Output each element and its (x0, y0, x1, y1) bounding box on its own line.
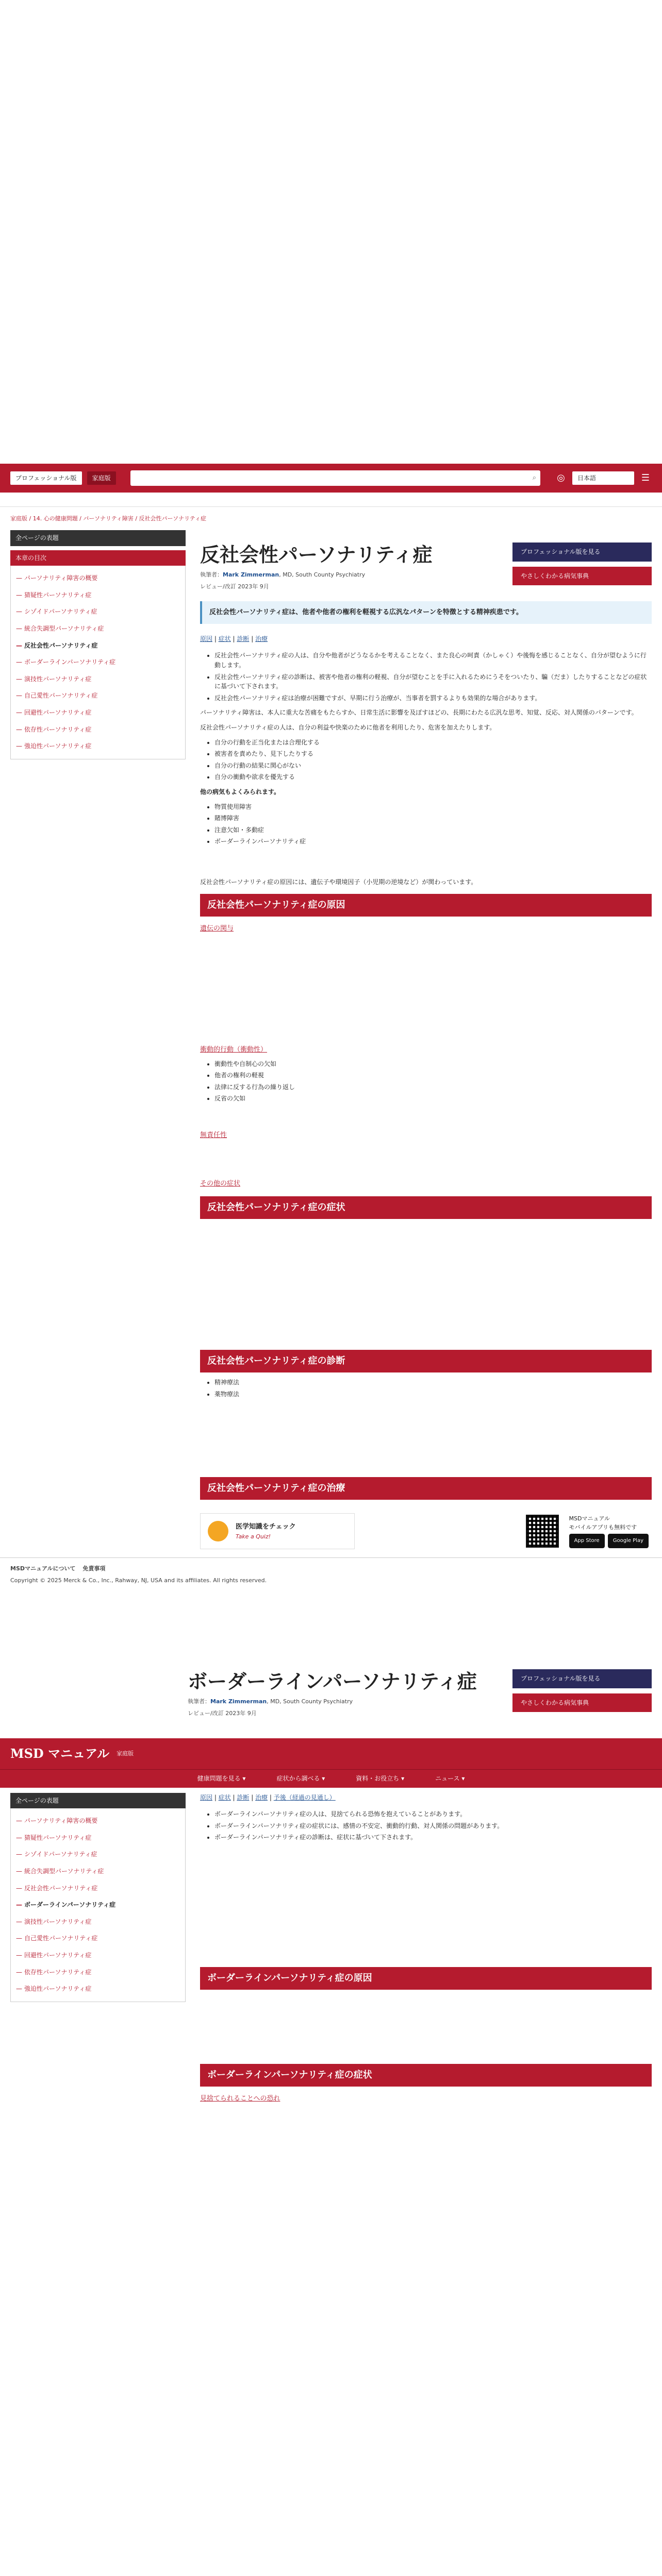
article-page-borderline (0, 1641, 662, 2576)
list-item: • 賭博障害 (214, 814, 652, 823)
list-item: • 薬物療法 (214, 1389, 652, 1399)
sidebar-item[interactable]: — 強迫性パーソナリティ症 (11, 738, 185, 755)
sidebar-item[interactable]: — 自己愛性パーソナリティ症 (11, 1930, 185, 1947)
sidebar-item[interactable]: — 反社会性パーソナリティ症 (11, 637, 185, 654)
sidebar-item[interactable]: — シゾイドパーソナリティ症 (11, 603, 185, 620)
view-professional-button-2[interactable]: プロフェッショナル版を見る (512, 1669, 652, 1688)
toc-link[interactable]: 治療 (255, 1793, 268, 1801)
section-header-cause: 反社会性パーソナリティ症の原因 (200, 894, 652, 917)
author-name-link-2[interactable]: Mark Zimmerman (210, 1698, 267, 1705)
article-toc-2: 原因 | 症状 | 診断 | 治療 | 予後（経過の見通し） (200, 1793, 336, 1801)
menu-icon[interactable]: ☰ (641, 472, 650, 484)
nav-item[interactable]: ニュース ▾ (435, 1774, 465, 1782)
list-item: • 被害者を責めたり、見下したりする (214, 749, 652, 759)
section-header-diagnosis: 反社会性パーソナリティ症の診断 (200, 1350, 652, 1372)
app-promo-text: MSDマニュアル モバイルアプリも無料です (569, 1515, 637, 1531)
sidebar-item[interactable]: — 自己愛性パーソナリティ症 (11, 687, 185, 704)
list-item: • 自分の行動の結果に関心がない (214, 761, 652, 771)
site-edition: 家庭版 (117, 1750, 134, 1757)
section-header-treatment: 反社会性パーソナリティ症の治療 (200, 1477, 652, 1500)
nav-item[interactable]: 資料・お役立ち ▾ (356, 1774, 405, 1782)
globe-icon[interactable]: ◎ (557, 472, 565, 484)
site-header (0, 464, 662, 493)
paragraph-cause-summary: 反社会性パーソナリティ症の原因には、遺伝子や環境因子（小児期の逆境など）が関わっています。 (200, 878, 477, 886)
view-professional-button[interactable]: プロフェッショナル版を見る (512, 543, 652, 562)
sidebar-toc-header: 本章の目次 (10, 550, 186, 566)
footer-link[interactable]: MSDマニュアルについて (10, 1565, 76, 1572)
article-main-2 (200, 1793, 652, 2104)
sidebar-item[interactable]: — ボーダーラインパーソナリティ症 (11, 654, 185, 671)
traits-list (214, 738, 652, 782)
search-icon[interactable]: ⌕ (532, 473, 536, 482)
sidebar-item[interactable]: — 猜疑性パーソナリティ症 (11, 1829, 185, 1846)
list-item: • 反省の欠如 (214, 1094, 652, 1104)
list-item: • 反社会性パーソナリティ症の人は、自分や他者がどうなるかを考えることなく、また良心の呵責（かしゃく）や後悔を感じることなく、自分が望むように行動します。 (214, 651, 652, 670)
sidebar-item[interactable]: — 統合失調型パーソナリティ症 (11, 1863, 185, 1880)
easy-dictionary-button[interactable]: やさしくわかる病気事典 (512, 567, 652, 586)
quiz-label: 医学知識をチェック (236, 1522, 296, 1531)
qr-code-icon (526, 1515, 559, 1548)
breadcrumb-text[interactable]: 家庭版 / 14. 心の健康問題 / パーソナリティ障害 / 反社会性パーソナリティ症 (10, 515, 207, 522)
sidebar-item[interactable]: — 回避性パーソナリティ症 (11, 704, 185, 721)
author-label: 執筆者： (200, 571, 223, 578)
list-item: • 精神療法 (214, 1378, 652, 1387)
toc-link[interactable]: 診断 (237, 1793, 250, 1801)
sidebar-item[interactable]: — 演技性パーソナリティ症 (11, 671, 185, 688)
quiz-and-app-promo (200, 1505, 652, 1557)
footer-links (10, 1564, 652, 1573)
search-input[interactable] (130, 470, 540, 486)
author-line-2 (188, 1697, 477, 1706)
impulsivity-list (214, 1059, 652, 1104)
toc-link[interactable]: 予後（経過の見通し） (273, 1793, 336, 1801)
list-item: • ボーダーラインパーソナリティ症の症状には、感情の不安定、衝動的行動、対人関係の問題があります。 (214, 1821, 652, 1831)
toc-link[interactable]: 診断 (237, 635, 250, 642)
comorbidity-list (214, 802, 652, 846)
page-title-2: ボーダーラインパーソナリティ症 (188, 1670, 477, 1693)
list-item: • 反社会性パーソナリティ症は治療が困難ですが、早期に行う治療が、当事者を罰するよりも効果的な場合があります。 (214, 693, 652, 703)
list-item: • ボーダーラインパーソナリティ症の人は、見捨てられる恐怖を抱えていることがあります。 (214, 1809, 652, 1819)
sidebar-item[interactable]: — パーソナリティ障害の概要 (11, 570, 185, 587)
footer-link[interactable]: 免責事項 (82, 1565, 106, 1572)
key-points-list (214, 651, 652, 703)
sidebar-2 (10, 1793, 186, 2104)
breadcrumb[interactable] (0, 507, 662, 530)
sidebar-item[interactable]: — 演技性パーソナリティ症 (11, 1913, 185, 1930)
sidebar-item[interactable]: — 依存性パーソナリティ症 (11, 1964, 185, 1981)
sidebar-item[interactable]: — シゾイドパーソナリティ症 (11, 1846, 185, 1863)
lightbulb-icon (208, 1521, 228, 1541)
sidebar-item[interactable]: — パーソナリティ障害の概要 (11, 1812, 185, 1829)
treatment-list (214, 1378, 652, 1399)
footer (0, 1557, 662, 1591)
list-item: • 反社会性パーソナリティ症の診断は、被害や他者の権利の軽視、自分が望むことを手に入れるためにうそをついたり、騙（だま）したりすることなどの症状に基づいて下されます。 (214, 672, 652, 691)
list-item: • 注意欠如・多動症 (214, 825, 652, 835)
main-navigation (0, 1769, 662, 1788)
nav-item[interactable]: 健康問題を見る ▾ (197, 1774, 246, 1782)
author-label-2: 執筆者： (188, 1698, 210, 1705)
sidebar-item[interactable]: — 回避性パーソナリティ症 (11, 1947, 185, 1964)
paragraph-intro: 反社会性パーソナリティ症の人は、自分の利益や快楽のために他者を利用したり、危害を加えたりします。 (200, 723, 496, 731)
author-line (200, 570, 433, 579)
nav-item[interactable]: 症状から調べる ▾ (276, 1774, 325, 1782)
reviewed-date: レビュー/改訂 2023年 9月 (200, 583, 269, 590)
sidebar-item[interactable]: — 統合失調型パーソナリティ症 (11, 620, 185, 637)
list-item: • ボーダーラインパーソナリティ症 (214, 837, 652, 846)
subheading-other-symptoms[interactable]: その他の症状 (200, 1180, 241, 1188)
list-item: • 自分の衝動や欲求を優先する (214, 772, 652, 782)
comorbidity-heading: 他の病気もよくみられます。 (200, 788, 280, 795)
list-item: • 衝動性や自制心の欠如 (214, 1059, 652, 1069)
paragraph-definition: パーソナリティ障害は、本人に重大な苦痛をもたらすか、日常生活に影響を及ぼすほどの、長期にわたる広汎な思考、知覚、反応、対人関係のパターンです。 (200, 709, 638, 717)
list-item: • 他者の権利の軽視 (214, 1071, 652, 1080)
sidebar-item[interactable]: — 猜疑性パーソナリティ症 (11, 587, 185, 604)
article-toc: 原因 | 症状 | 診断 | 治療 (200, 635, 268, 642)
subheading-irresponsibility[interactable]: 無責任性 (200, 1131, 227, 1140)
article-main (200, 530, 652, 1557)
app-store-badge[interactable]: App Store (569, 1534, 605, 1548)
sidebar-list-2 (10, 1808, 186, 2002)
toc-link[interactable]: 原因 (200, 1793, 213, 1801)
summary-box: 反社会性パーソナリティ症は、他者や他者の権利を軽視する広汎なパターンを特徴とする精神疾患です。 (200, 601, 652, 624)
subheading-fear[interactable]: 見捨てられることへの恐れ (200, 2094, 280, 2103)
professional-edition-link[interactable]: プロフェッショナル版 (10, 471, 82, 485)
sidebar-item[interactable]: — 依存性パーソナリティ症 (11, 721, 185, 738)
subheading-impulsivity[interactable]: 衝動的行動（衝動性） (200, 1045, 268, 1054)
author-affiliation: , MD, South County Psychiatry (279, 571, 366, 578)
quiz-box[interactable] (200, 1513, 355, 1549)
key-points-list-2 (214, 1809, 652, 1842)
sidebar-all-pages-header-2[interactable]: 全ページの表題 (10, 1793, 186, 1809)
page-title: 反社会性パーソナリティ症 (200, 543, 433, 567)
sidebar-all-pages-header[interactable]: 全ページの表題 (10, 530, 186, 546)
language-select[interactable]: 日本語 (572, 471, 634, 485)
sub-navigation (0, 493, 662, 507)
consumer-edition-link[interactable]: 家庭版 (87, 471, 116, 485)
reviewed-date-2: レビュー/改訂 2023年 9月 (188, 1709, 257, 1717)
author-name-link[interactable]: Mark Zimmerman (223, 571, 279, 578)
list-item: • ボーダーラインパーソナリティ症の診断は、症状に基づいて下されます。 (214, 1833, 652, 1842)
toc-link[interactable]: 治療 (255, 635, 268, 642)
toc-link[interactable]: 症状 (218, 1793, 231, 1801)
site-masthead (0, 1738, 662, 1769)
site-logo[interactable]: MSD マニュアル (10, 1746, 110, 1761)
sidebar (10, 530, 186, 1557)
section-header-symptoms: 反社会性パーソナリティ症の症状 (200, 1196, 652, 1219)
sidebar-item[interactable]: — ボーダーラインパーソナリティ症 (11, 1896, 185, 1913)
list-item: • 物質使用障害 (214, 802, 652, 812)
easy-dictionary-button-2[interactable]: やさしくわかる病気事典 (512, 1693, 652, 1713)
sidebar-item[interactable]: — 強迫性パーソナリティ症 (11, 1980, 185, 1997)
copyright: Copyright © 2025 Merck & Co., Inc., Rahway, NJ, USA and its affiliates. All rights reserved. (10, 1577, 267, 1584)
sidebar-item[interactable]: — 反社会性パーソナリティ症 (11, 1880, 185, 1897)
toc-link[interactable]: 症状 (218, 635, 231, 642)
section-header-cause-2: ボーダーラインパーソナリティ症の原因 (200, 1967, 652, 1990)
toc-link[interactable]: 原因 (200, 635, 213, 642)
top-blank-area (0, 0, 662, 464)
google-play-badge[interactable]: Google Play (608, 1534, 649, 1548)
quiz-cta[interactable]: Take a Quiz! (236, 1533, 271, 1540)
subheading-genetics[interactable]: 遺伝の関与 (200, 925, 234, 933)
list-item: • 法律に反する行為の繰り返し (214, 1082, 652, 1092)
section-header-symptoms-2: ボーダーラインパーソナリティ症の症状 (200, 2064, 652, 2087)
list-item: • 自分の行動を正当化または合理化する (214, 738, 652, 748)
author-affiliation-2: , MD, South County Psychiatry (267, 1698, 353, 1705)
sidebar-list (10, 566, 186, 759)
